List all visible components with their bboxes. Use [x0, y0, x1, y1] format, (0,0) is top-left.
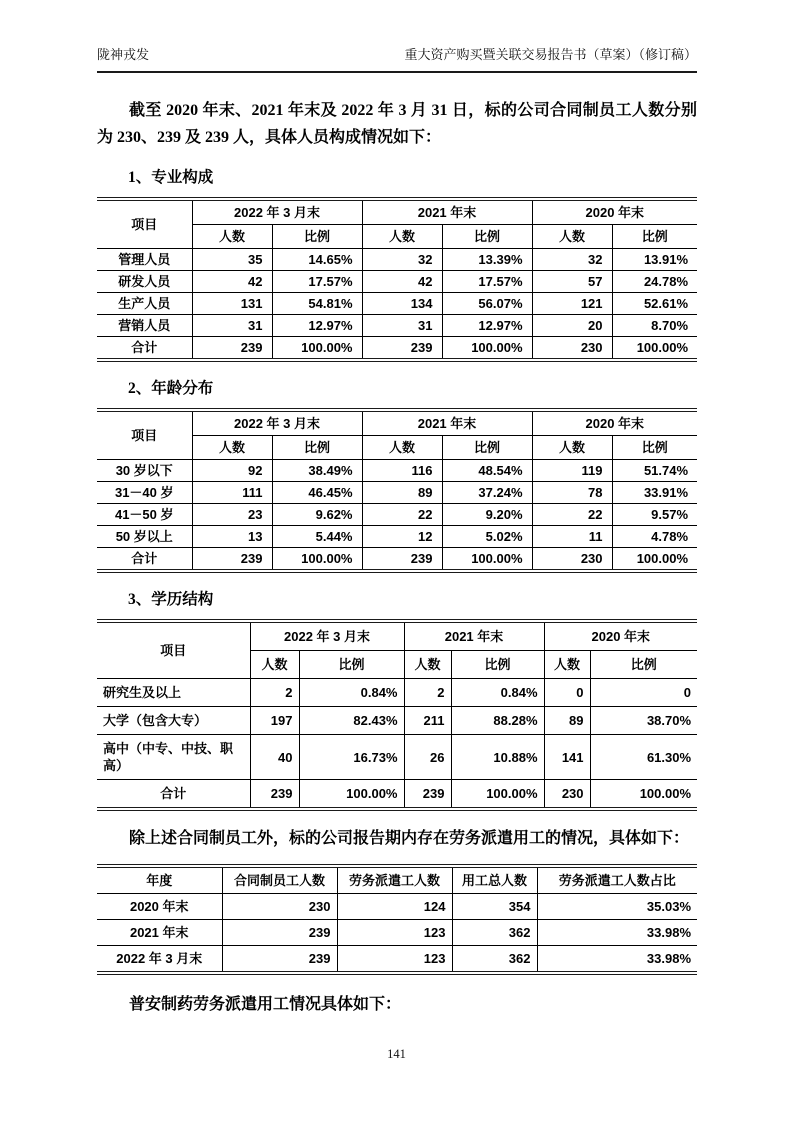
- value-cell: 362: [452, 946, 537, 972]
- value-cell: 9.62%: [272, 504, 362, 526]
- table-row: [97, 946, 697, 972]
- table-header-row: [97, 201, 697, 225]
- value-cell: 61.30%: [590, 735, 697, 780]
- col-header-period: 2022 年 3 月末: [192, 412, 362, 436]
- value-cell: 51.74%: [612, 460, 697, 482]
- section-heading-profession: 1、专业构成: [128, 169, 214, 186]
- table-row: [97, 315, 697, 337]
- value-cell: 239: [250, 780, 299, 808]
- table-row: [97, 293, 697, 315]
- row-label: 2021 年末: [97, 920, 222, 946]
- value-cell: 17.57%: [442, 271, 532, 293]
- value-cell: 131: [192, 293, 272, 315]
- value-cell: 0.84%: [299, 679, 404, 707]
- col-header-period: 2020 年末: [532, 201, 697, 225]
- value-cell: 100.00%: [299, 780, 404, 808]
- table-row: [97, 460, 697, 482]
- table-total-row: [97, 337, 697, 359]
- row-label: 30 岁以下: [97, 460, 192, 482]
- col-header-ratio: 比例: [612, 436, 697, 460]
- intro-paragraph: 截至 2020 年末、2021 年末及 2022 年 3 月 31 日，标的公司合同制员工人数分别为 230、239 及 239 人，具体人员构成情况如下：: [97, 102, 697, 146]
- profession-table: [97, 197, 697, 362]
- table-row: [97, 920, 697, 946]
- value-cell: 12.97%: [442, 315, 532, 337]
- value-cell: 2: [250, 679, 299, 707]
- row-label: 合计: [97, 337, 192, 359]
- table-row: [97, 504, 697, 526]
- row-label: 2022 年 3 月末: [97, 946, 222, 972]
- header-right-title: 重大资产购买暨关联交易报告书（草案）（修订稿）: [404, 47, 697, 62]
- col-header-period: 2021 年末: [362, 412, 532, 436]
- value-cell: 82.43%: [299, 707, 404, 735]
- value-cell: 211: [404, 707, 451, 735]
- col-header-ratio: 比例: [612, 225, 697, 249]
- row-label: 研发人员: [97, 271, 192, 293]
- value-cell: 33.98%: [537, 920, 697, 946]
- value-cell: 22: [532, 504, 612, 526]
- value-cell: 239: [404, 780, 451, 808]
- value-cell: 100.00%: [442, 337, 532, 359]
- col-header-total-count: 用工总人数: [452, 868, 537, 894]
- row-label: 大学（包含大专）: [97, 707, 250, 735]
- value-cell: 9.20%: [442, 504, 532, 526]
- row-label: 合计: [97, 548, 192, 570]
- value-cell: 239: [362, 337, 442, 359]
- value-cell: 354: [452, 894, 537, 920]
- value-cell: 123: [337, 920, 452, 946]
- value-cell: 42: [362, 271, 442, 293]
- value-cell: 56.07%: [442, 293, 532, 315]
- value-cell: 11: [532, 526, 612, 548]
- value-cell: 24.78%: [612, 271, 697, 293]
- value-cell: 197: [250, 707, 299, 735]
- running-header: [97, 44, 697, 73]
- value-cell: 124: [337, 894, 452, 920]
- value-cell: 134: [362, 293, 442, 315]
- header-left-title: 陇神戎发: [97, 47, 150, 62]
- col-header-count: 人数: [544, 651, 590, 679]
- row-label: 管理人员: [97, 249, 192, 271]
- value-cell: 141: [544, 735, 590, 780]
- table-row: [97, 526, 697, 548]
- value-cell: 54.81%: [272, 293, 362, 315]
- row-label: 营销人员: [97, 315, 192, 337]
- value-cell: 38.70%: [590, 707, 697, 735]
- value-cell: 4.78%: [612, 526, 697, 548]
- col-header-item: 项目: [97, 623, 250, 679]
- col-header-count: 人数: [404, 651, 451, 679]
- table-total-row: [97, 548, 697, 570]
- value-cell: 88.28%: [451, 707, 544, 735]
- value-cell: 5.44%: [272, 526, 362, 548]
- value-cell: 40: [250, 735, 299, 780]
- col-header-count: 人数: [192, 436, 272, 460]
- value-cell: 13: [192, 526, 272, 548]
- value-cell: 8.70%: [612, 315, 697, 337]
- col-header-count: 人数: [250, 651, 299, 679]
- value-cell: 5.02%: [442, 526, 532, 548]
- col-header-ratio: 比例: [442, 436, 532, 460]
- value-cell: 16.73%: [299, 735, 404, 780]
- value-cell: 2: [404, 679, 451, 707]
- closing-paragraph: 普安制药劳务派遣用工情况具体如下：: [129, 996, 402, 1013]
- value-cell: 78: [532, 482, 612, 504]
- value-cell: 14.65%: [272, 249, 362, 271]
- value-cell: 100.00%: [639, 786, 692, 801]
- table-row: [97, 249, 697, 271]
- value-cell: 100.00%: [636, 551, 689, 566]
- row-label: 2020 年末: [97, 894, 222, 920]
- col-header-dispatch-count: 劳务派遣工人数: [337, 868, 452, 894]
- value-cell: 111: [192, 482, 272, 504]
- value-cell: 9.57%: [612, 504, 697, 526]
- value-cell: 100.00%: [272, 337, 362, 359]
- col-header-ratio: 比例: [590, 651, 697, 679]
- col-header-period: 2022 年 3 月末: [250, 623, 404, 651]
- table-header-row: [97, 412, 697, 436]
- value-cell: 20: [532, 315, 612, 337]
- value-cell: 116: [362, 460, 442, 482]
- col-header-ratio: 比例: [451, 651, 544, 679]
- value-cell: 32: [532, 249, 612, 271]
- col-header-dispatch-ratio: 劳务派遣工人数占比: [537, 868, 697, 894]
- value-cell: 12.97%: [272, 315, 362, 337]
- table-row: [97, 482, 697, 504]
- value-cell: 239: [192, 548, 272, 570]
- value-cell: 92: [192, 460, 272, 482]
- value-cell: 17.57%: [272, 271, 362, 293]
- value-cell: 0.84%: [451, 679, 544, 707]
- row-label: 高中（中专、中技、职高）: [97, 735, 250, 780]
- table-row: [97, 707, 697, 735]
- value-cell: 42: [192, 271, 272, 293]
- value-cell: 230: [544, 780, 590, 808]
- value-cell: 123: [337, 946, 452, 972]
- col-header-count: 人数: [532, 225, 612, 249]
- value-cell: 0: [590, 679, 697, 707]
- row-label: 50 岁以上: [97, 526, 192, 548]
- value-cell: 46.45%: [272, 482, 362, 504]
- col-header-item: 项目: [97, 412, 192, 460]
- table-header-row: [97, 623, 697, 651]
- value-cell: 0: [544, 679, 590, 707]
- labor-table: [97, 864, 697, 975]
- value-cell: 22: [362, 504, 442, 526]
- value-cell: 57: [532, 271, 612, 293]
- value-cell: 33.98%: [646, 951, 691, 966]
- value-cell: 38.49%: [272, 460, 362, 482]
- col-header-period: 2020 年末: [532, 412, 697, 436]
- value-cell: 239: [222, 946, 337, 972]
- col-header-ratio: 比例: [442, 225, 532, 249]
- col-header-ratio: 比例: [272, 436, 362, 460]
- value-cell: 52.61%: [612, 293, 697, 315]
- col-header-count: 人数: [192, 225, 272, 249]
- value-cell: 89: [362, 482, 442, 504]
- value-cell: 230: [532, 337, 612, 359]
- col-header-ratio: 比例: [272, 225, 362, 249]
- value-cell: 12: [362, 526, 442, 548]
- value-cell: 33.91%: [612, 482, 697, 504]
- value-cell: 100.00%: [451, 780, 544, 808]
- table-total-row: [97, 780, 697, 808]
- value-cell: 10.88%: [451, 735, 544, 780]
- value-cell: 239: [192, 337, 272, 359]
- col-header-period: 2022 年 3 月末: [192, 201, 362, 225]
- section-heading-age: 2、年龄分布: [128, 380, 214, 397]
- value-cell: 32: [362, 249, 442, 271]
- col-header-ratio: 比例: [299, 651, 404, 679]
- value-cell: 13.91%: [612, 249, 697, 271]
- value-cell: 239: [362, 548, 442, 570]
- row-label: 41－50 岁: [97, 504, 192, 526]
- col-header-item: 项目: [97, 201, 192, 249]
- value-cell: 35: [192, 249, 272, 271]
- value-cell: 121: [532, 293, 612, 315]
- col-header-period: 2020 年末: [544, 623, 697, 651]
- value-cell: 239: [222, 920, 337, 946]
- value-cell: 23: [192, 504, 272, 526]
- col-header-contract-count: 合同制员工人数: [222, 868, 337, 894]
- age-table: [97, 408, 697, 573]
- value-cell: 362: [452, 920, 537, 946]
- value-cell: 35.03%: [537, 894, 697, 920]
- col-header-count: 人数: [362, 225, 442, 249]
- table-row: [97, 679, 697, 707]
- value-cell: 13.39%: [442, 249, 532, 271]
- labor-intro-paragraph: 除上述合同制员工外，标的公司报告期内存在劳务派遣用工的情况，具体如下：: [129, 830, 690, 847]
- col-header-period: 2021 年末: [404, 623, 544, 651]
- col-header-period: 2021 年末: [362, 201, 532, 225]
- row-label: 合计: [97, 780, 250, 808]
- value-cell: 26: [404, 735, 451, 780]
- value-cell: 89: [544, 707, 590, 735]
- table-row: [97, 271, 697, 293]
- row-label: 生产人员: [97, 293, 192, 315]
- col-header-year: 年度: [97, 868, 222, 894]
- table-row: [97, 894, 697, 920]
- table-header-row: [97, 868, 697, 894]
- value-cell: 31: [192, 315, 272, 337]
- col-header-count: 人数: [362, 436, 442, 460]
- table-row: [97, 735, 697, 780]
- value-cell: 230: [532, 548, 612, 570]
- value-cell: 230: [222, 894, 337, 920]
- value-cell: 100.00%: [636, 340, 689, 355]
- value-cell: 119: [532, 460, 612, 482]
- value-cell: 48.54%: [442, 460, 532, 482]
- row-label: 31－40 岁: [97, 482, 192, 504]
- value-cell: 31: [362, 315, 442, 337]
- col-header-count: 人数: [532, 436, 612, 460]
- page-number: 141: [387, 1047, 406, 1061]
- education-table: [97, 619, 697, 811]
- value-cell: 37.24%: [442, 482, 532, 504]
- value-cell: 100.00%: [272, 548, 362, 570]
- row-label: 研究生及以上: [97, 679, 250, 707]
- value-cell: 100.00%: [442, 548, 532, 570]
- section-heading-education: 3、学历结构: [128, 591, 214, 608]
